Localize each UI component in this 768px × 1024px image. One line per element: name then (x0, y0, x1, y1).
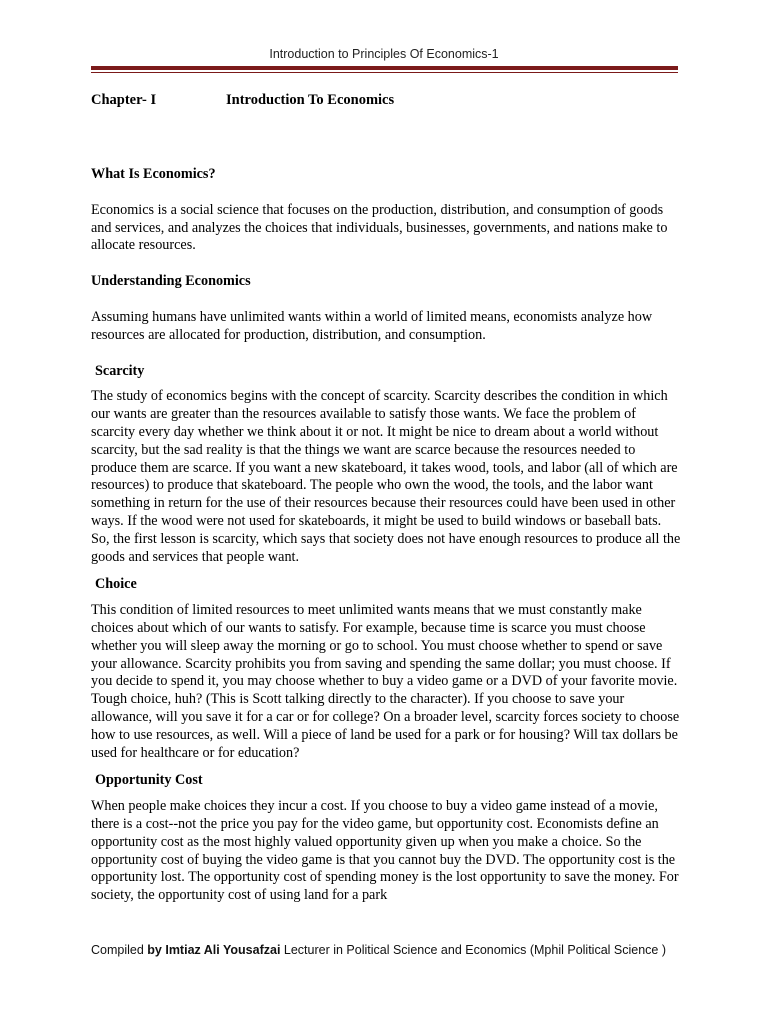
chapter-title: Introduction To Economics (226, 92, 395, 108)
header-rule-thick (91, 66, 678, 70)
heading-opportunity-cost: Opportunity Cost (95, 772, 203, 789)
heading-choice: Choice (95, 576, 137, 593)
document-body (91, 92, 681, 905)
paragraph-choice: This condition of limited resources to meet unlimited wants means that we must constantly make choices about which of our wants to satisfy. For example, because time is scarce you must choose whether you will sleep away the morning or go to school. You must choose whether to spend or save your allowance. Scarcity prohibits you from saving and spending the same dollar; you must choose. If you decide to spend it, you may choose whether to buy a video game or a DVD of your favorite movie. Tough choice, huh? (This is Scott talking directly to the character). If you choose to save your allowance, will you save it for a car or for college? On a broader level, scarcity forces society to choose how to use resources, as well. Will a piece of land be used for a park or for housing? Will tax dollars be used for healthcare or for education? (91, 602, 680, 761)
page-header: Introduction to Principles Of Economics-1 (269, 47, 499, 61)
footer-prefix: Compiled (91, 943, 148, 957)
heading-scarcity: Scarcity (95, 362, 145, 379)
footer-suffix: Lecturer in Political Science and Economics (Mphil Political Science ) (280, 943, 667, 957)
paragraph-scarcity: The study of economics begins with the concept of scarcity. Scarcity describes the condition in which our wants are greater than the resources available to satisfy those wants. We face the problem of scarcity every day whether we think about it or not. It might be nice to dream about a world without scarcity, but the sad reality is that the things we want are scarce because the resources needed to produce them are scarce. If you want a new skateboard, it takes wood, tools, and labor (all of which are resources) to produce that skateboard. The people who own the wood, the tools, and the labor want something in return for the use of their resources because their resources could have been used in other ways. If the wood were not used for skateboards, it might be used to build windows or baseball bats. So, the first lesson is scarcity, which says that society does not have enough resources to produce all the goods and services that people want. (91, 388, 681, 565)
paragraph-opportunity-cost: When people make choices they incur a cost. If you choose to buy a video game instead of a movie, there is a cost--not the price you pay for the video game, but opportunity cost. Economists define an opportunity cost as the most highly valued opportunity given up when you make a choice. So the opportunity cost of buying the video game is that you cannot buy the DVD. The opportunity cost is the opportunity lost. The opportunity cost of spending money is the lost opportunity to save the money. For society, the opportunity cost of using land for a park (91, 798, 679, 904)
paragraph-understanding-economics: Assuming humans have unlimited wants within a world of limited means, economists analyze how resources are allocated for production, distribution, and consumption. (91, 308, 653, 343)
paragraph-what-is-economics: Economics is a social science that focuses on the production, distribution, and consumption of goods and services, and analyzes the choices that individuals, businesses, governments, and nations make to allocate resources. (91, 201, 668, 254)
header-rule-thin (91, 72, 678, 73)
footer-author: by Imtiaz Ali Yousafzai (147, 943, 281, 957)
page-footer (91, 943, 691, 957)
chapter-heading (91, 92, 681, 112)
heading-understanding-economics: Understanding Economics (91, 273, 251, 290)
heading-what-is-economics: What Is Economics? (91, 166, 216, 182)
chapter-label: Chapter- I (91, 92, 157, 108)
